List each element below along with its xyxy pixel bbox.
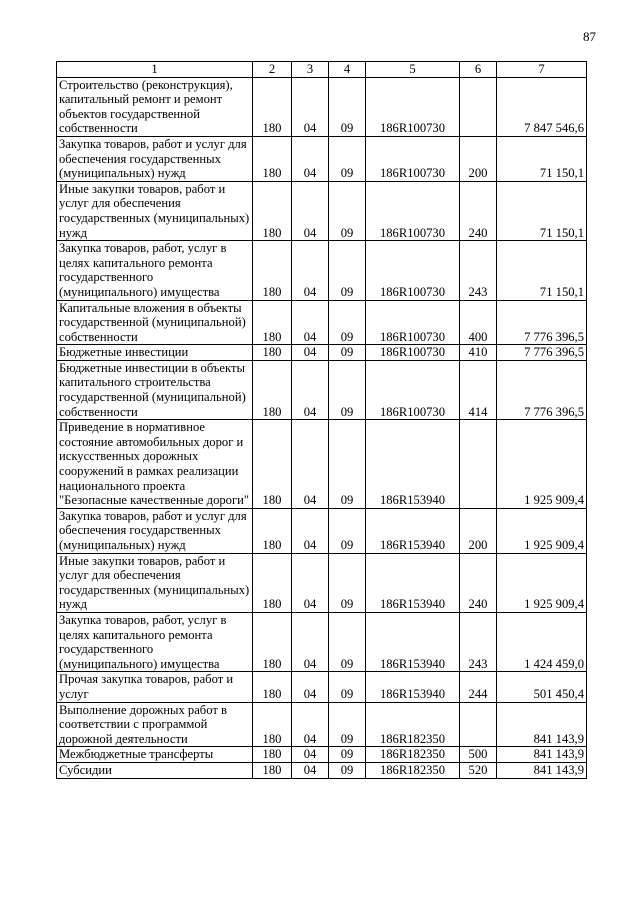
column-header: 1 xyxy=(57,62,253,78)
row-c3: 04 xyxy=(292,241,329,300)
row-c6: 243 xyxy=(460,612,497,671)
row-name: Закупка товаров, работ и услуг для обеспечения государственных (муниципальных) нужд xyxy=(57,508,253,553)
row-name: Закупка товаров, работ и услуг для обеспечения государственных (муниципальных) нужд xyxy=(57,136,253,181)
row-c7: 841 143,9 xyxy=(497,762,587,778)
row-c4: 09 xyxy=(329,747,366,763)
row-c4: 09 xyxy=(329,672,366,702)
row-name: Закупка товаров, работ, услуг в целях капитального ремонта государственного (муниципального) имущества xyxy=(57,241,253,300)
row-name: Строительство (реконструкция), капитальный ремонт и ремонт объектов государственной собственности xyxy=(57,77,253,136)
row-c3: 04 xyxy=(292,136,329,181)
row-c3: 04 xyxy=(292,420,329,509)
row-c7: 7 776 396,5 xyxy=(497,300,587,345)
row-c2: 180 xyxy=(253,181,292,240)
row-c5: 186R182350 xyxy=(366,702,460,747)
row-c2: 180 xyxy=(253,672,292,702)
row-c5: 186R153940 xyxy=(366,612,460,671)
row-c7: 1 925 909,4 xyxy=(497,420,587,509)
row-c2: 180 xyxy=(253,612,292,671)
row-c7: 1 424 459,0 xyxy=(497,612,587,671)
row-c2: 180 xyxy=(253,702,292,747)
row-name: Бюджетные инвестиции в объекты капитального строительства государственной (муниципальной) собственности xyxy=(57,360,253,419)
row-c5: 186R182350 xyxy=(366,762,460,778)
row-c2: 180 xyxy=(253,747,292,763)
row-c5: 186R100730 xyxy=(366,345,460,361)
row-c6 xyxy=(460,77,497,136)
row-c4: 09 xyxy=(329,241,366,300)
row-c6 xyxy=(460,420,497,509)
row-c7: 1 925 909,4 xyxy=(497,508,587,553)
row-c6: 244 xyxy=(460,672,497,702)
row-name: Иные закупки товаров, работ и услуг для обеспечения государственных (муниципальных) нужд xyxy=(57,553,253,612)
row-c4: 09 xyxy=(329,420,366,509)
row-c6: 240 xyxy=(460,181,497,240)
row-c6 xyxy=(460,702,497,747)
row-c3: 04 xyxy=(292,612,329,671)
row-c4: 09 xyxy=(329,553,366,612)
row-c2: 180 xyxy=(253,136,292,181)
row-name: Прочая закупка товаров, работ и услуг xyxy=(57,672,253,702)
row-c4: 09 xyxy=(329,300,366,345)
row-c2: 180 xyxy=(253,508,292,553)
row-c3: 04 xyxy=(292,672,329,702)
row-name: Субсидии xyxy=(57,762,253,778)
row-name: Капитальные вложения в объекты государственной (муниципальной) собственности xyxy=(57,300,253,345)
row-c6: 400 xyxy=(460,300,497,345)
row-c4: 09 xyxy=(329,136,366,181)
table-row xyxy=(57,136,587,181)
row-c4: 09 xyxy=(329,345,366,361)
row-c3: 04 xyxy=(292,702,329,747)
table-row xyxy=(57,420,587,509)
row-c4: 09 xyxy=(329,702,366,747)
row-c6: 520 xyxy=(460,762,497,778)
row-c6: 414 xyxy=(460,360,497,419)
row-c2: 180 xyxy=(253,762,292,778)
table-row xyxy=(57,747,587,763)
row-c6: 200 xyxy=(460,136,497,181)
row-c7: 71 150,1 xyxy=(497,181,587,240)
row-c4: 09 xyxy=(329,360,366,419)
page-number: 87 xyxy=(583,29,596,44)
table-row xyxy=(57,508,587,553)
row-c7: 7 847 546,6 xyxy=(497,77,587,136)
row-c7: 7 776 396,5 xyxy=(497,360,587,419)
table-row xyxy=(57,612,587,671)
row-c7: 7 776 396,5 xyxy=(497,345,587,361)
row-c6: 240 xyxy=(460,553,497,612)
row-c7: 1 925 909,4 xyxy=(497,553,587,612)
table-row xyxy=(57,360,587,419)
row-c5: 186R182350 xyxy=(366,747,460,763)
row-c3: 04 xyxy=(292,181,329,240)
row-c6: 500 xyxy=(460,747,497,763)
table-row xyxy=(57,672,587,702)
row-c5: 186R153940 xyxy=(366,420,460,509)
table-row xyxy=(57,762,587,778)
row-c3: 04 xyxy=(292,508,329,553)
row-c2: 180 xyxy=(253,300,292,345)
table-row xyxy=(57,241,587,300)
row-c7: 71 150,1 xyxy=(497,241,587,300)
row-c2: 180 xyxy=(253,420,292,509)
row-c2: 180 xyxy=(253,77,292,136)
row-c2: 180 xyxy=(253,241,292,300)
row-c3: 04 xyxy=(292,747,329,763)
row-c5: 186R100730 xyxy=(366,181,460,240)
table-row xyxy=(57,702,587,747)
row-c7: 841 143,9 xyxy=(497,747,587,763)
table-header-row xyxy=(57,62,587,78)
table-row xyxy=(57,553,587,612)
row-c5: 186R153940 xyxy=(366,508,460,553)
row-c5: 186R100730 xyxy=(366,300,460,345)
column-header: 2 xyxy=(253,62,292,78)
table-row xyxy=(57,77,587,136)
row-c2: 180 xyxy=(253,345,292,361)
column-header: 6 xyxy=(460,62,497,78)
row-c7: 501 450,4 xyxy=(497,672,587,702)
row-c5: 186R100730 xyxy=(366,77,460,136)
column-header: 3 xyxy=(292,62,329,78)
row-c5: 186R100730 xyxy=(366,360,460,419)
row-c7: 841 143,9 xyxy=(497,702,587,747)
table-row xyxy=(57,181,587,240)
row-c3: 04 xyxy=(292,360,329,419)
row-c4: 09 xyxy=(329,612,366,671)
row-c5: 186R100730 xyxy=(366,241,460,300)
row-c3: 04 xyxy=(292,300,329,345)
row-c2: 180 xyxy=(253,360,292,419)
row-name: Приведение в нормативное состояние автомобильных дорог и искусственных дорожных сооружений в рамках реализации национального проекта "Безопасные качественные дороги" xyxy=(57,420,253,509)
row-c6: 243 xyxy=(460,241,497,300)
row-c3: 04 xyxy=(292,345,329,361)
row-c6: 410 xyxy=(460,345,497,361)
row-name: Иные закупки товаров, работ и услуг для обеспечения государственных (муниципальных) нужд xyxy=(57,181,253,240)
row-c2: 180 xyxy=(253,553,292,612)
row-c6: 200 xyxy=(460,508,497,553)
row-c5: 186R153940 xyxy=(366,553,460,612)
row-c3: 04 xyxy=(292,77,329,136)
row-c3: 04 xyxy=(292,553,329,612)
column-header: 7 xyxy=(497,62,587,78)
table-row xyxy=(57,345,587,361)
column-header: 4 xyxy=(329,62,366,78)
row-name: Закупка товаров, работ, услуг в целях капитального ремонта государственного (муниципального) имущества xyxy=(57,612,253,671)
budget-table xyxy=(56,61,587,779)
column-header: 5 xyxy=(366,62,460,78)
row-c4: 09 xyxy=(329,762,366,778)
row-c7: 71 150,1 xyxy=(497,136,587,181)
row-c3: 04 xyxy=(292,762,329,778)
row-name: Выполнение дорожных работ в соответствии с программой дорожной деятельности xyxy=(57,702,253,747)
row-c4: 09 xyxy=(329,508,366,553)
row-c5: 186R153940 xyxy=(366,672,460,702)
row-c4: 09 xyxy=(329,181,366,240)
row-name: Межбюджетные трансферты xyxy=(57,747,253,763)
row-c5: 186R100730 xyxy=(366,136,460,181)
table-row xyxy=(57,300,587,345)
row-name: Бюджетные инвестиции xyxy=(57,345,253,361)
row-c4: 09 xyxy=(329,77,366,136)
